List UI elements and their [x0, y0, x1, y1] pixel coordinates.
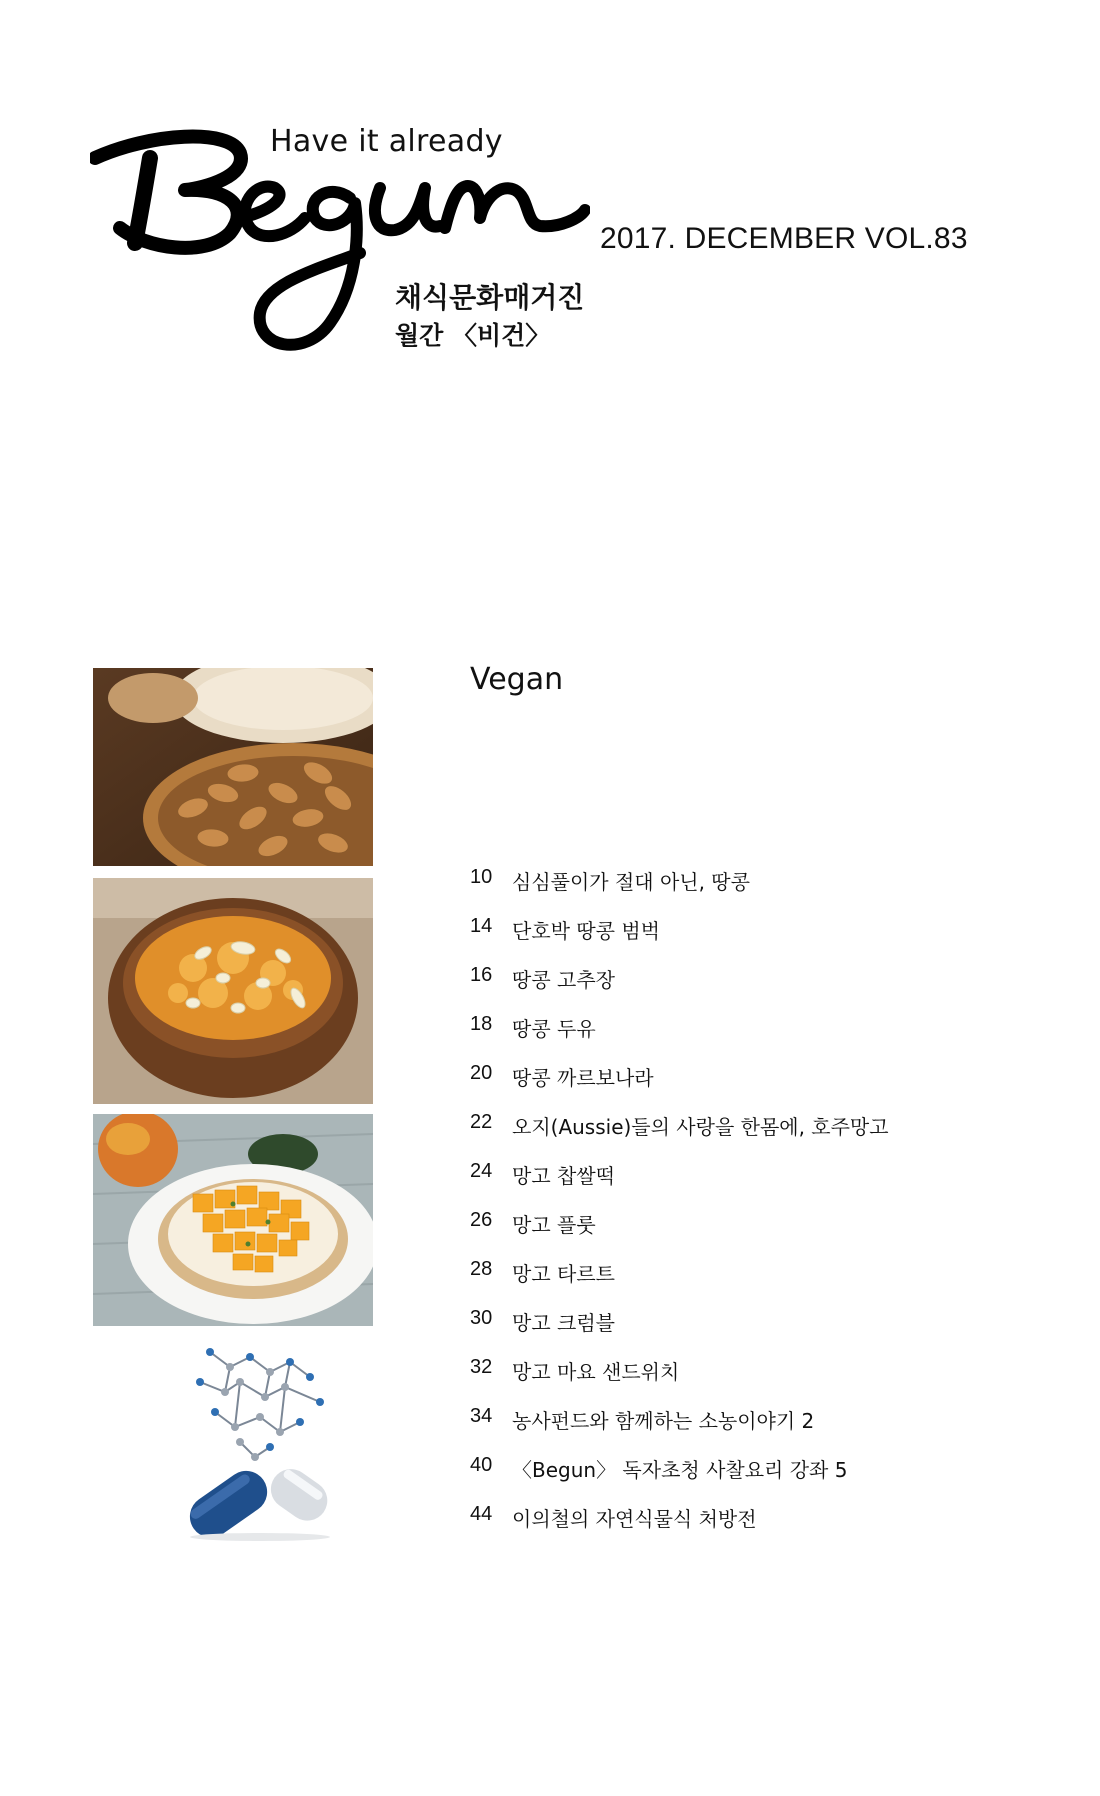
magazine-type: 채식문화매거진 — [395, 281, 585, 314]
toc-page-number: 22 — [470, 1111, 493, 1133]
magazine-monthly: 월간 〈비건〉 — [395, 321, 551, 350]
toc-item[interactable] — [470, 1209, 1030, 1258]
toc-title: 단호박 땅콩 범벅 — [512, 919, 660, 943]
toc-page-number: 44 — [470, 1503, 493, 1525]
toc-item[interactable] — [470, 1258, 1030, 1307]
toc-title: 심심풀이가 절대 아닌, 땅콩 — [512, 870, 750, 894]
toc-title: 오지(Aussie)들의 사랑을 한몸에, 호주망고 — [512, 1115, 889, 1139]
toc-page-number: 14 — [470, 915, 493, 937]
issue-info: 2017. DECEMBER VOL.83 — [600, 222, 968, 255]
toc-title: 망고 마요 샌드위치 — [512, 1360, 680, 1384]
toc-page-number: 34 — [470, 1405, 493, 1427]
toc-title: 망고 크럼블 — [512, 1311, 615, 1335]
toc-item[interactable] — [470, 866, 1030, 915]
toc-title: 땅콩 까르보나라 — [512, 1066, 654, 1090]
toc-item[interactable] — [470, 1454, 1030, 1503]
toc-page-number: 26 — [470, 1209, 493, 1231]
brand-logo — [90, 118, 590, 378]
toc-title: 망고 타르트 — [512, 1262, 615, 1286]
pumpkin-peanut-bowl-photo — [93, 878, 373, 1104]
toc-page-number: 30 — [470, 1307, 493, 1329]
toc-title: 망고 찹쌀떡 — [512, 1164, 615, 1188]
capsule-molecule-illustration — [170, 1332, 350, 1542]
toc-page-number: 40 — [470, 1454, 493, 1476]
peanuts-photo — [93, 668, 373, 866]
toc-page-number: 20 — [470, 1062, 493, 1084]
toc-item[interactable] — [470, 915, 1030, 964]
mango-tart-photo — [93, 1114, 373, 1326]
toc-item[interactable] — [470, 1503, 1030, 1552]
toc-title: 망고 플룻 — [512, 1213, 596, 1237]
toc-title: 〈Begun〉 독자초청 사찰요리 강좌 5 — [512, 1458, 848, 1482]
table-of-contents — [470, 866, 1030, 1552]
toc-page-number: 32 — [470, 1356, 493, 1378]
section-title: Vegan — [470, 662, 564, 697]
toc-item[interactable] — [470, 1307, 1030, 1356]
toc-title: 땅콩 두유 — [512, 1017, 596, 1041]
toc-title: 농사펀드와 함께하는 소농이야기 2 — [512, 1409, 815, 1433]
toc-page-number: 16 — [470, 964, 493, 986]
toc-page-number: 28 — [470, 1258, 493, 1280]
toc-item[interactable] — [470, 1160, 1030, 1209]
toc-page-number: 10 — [470, 866, 493, 888]
toc-item[interactable] — [470, 964, 1030, 1013]
toc-item[interactable] — [470, 1062, 1030, 1111]
toc-page-number: 18 — [470, 1013, 493, 1035]
toc-page-number: 24 — [470, 1160, 493, 1182]
toc-item[interactable] — [470, 1111, 1030, 1160]
toc-item[interactable] — [470, 1356, 1030, 1405]
tagline: Have it already — [270, 124, 503, 159]
toc-item[interactable] — [470, 1013, 1030, 1062]
toc-title: 땅콩 고추장 — [512, 968, 615, 992]
toc-item[interactable] — [470, 1405, 1030, 1454]
toc-title: 이의철의 자연식물식 처방전 — [512, 1507, 757, 1531]
